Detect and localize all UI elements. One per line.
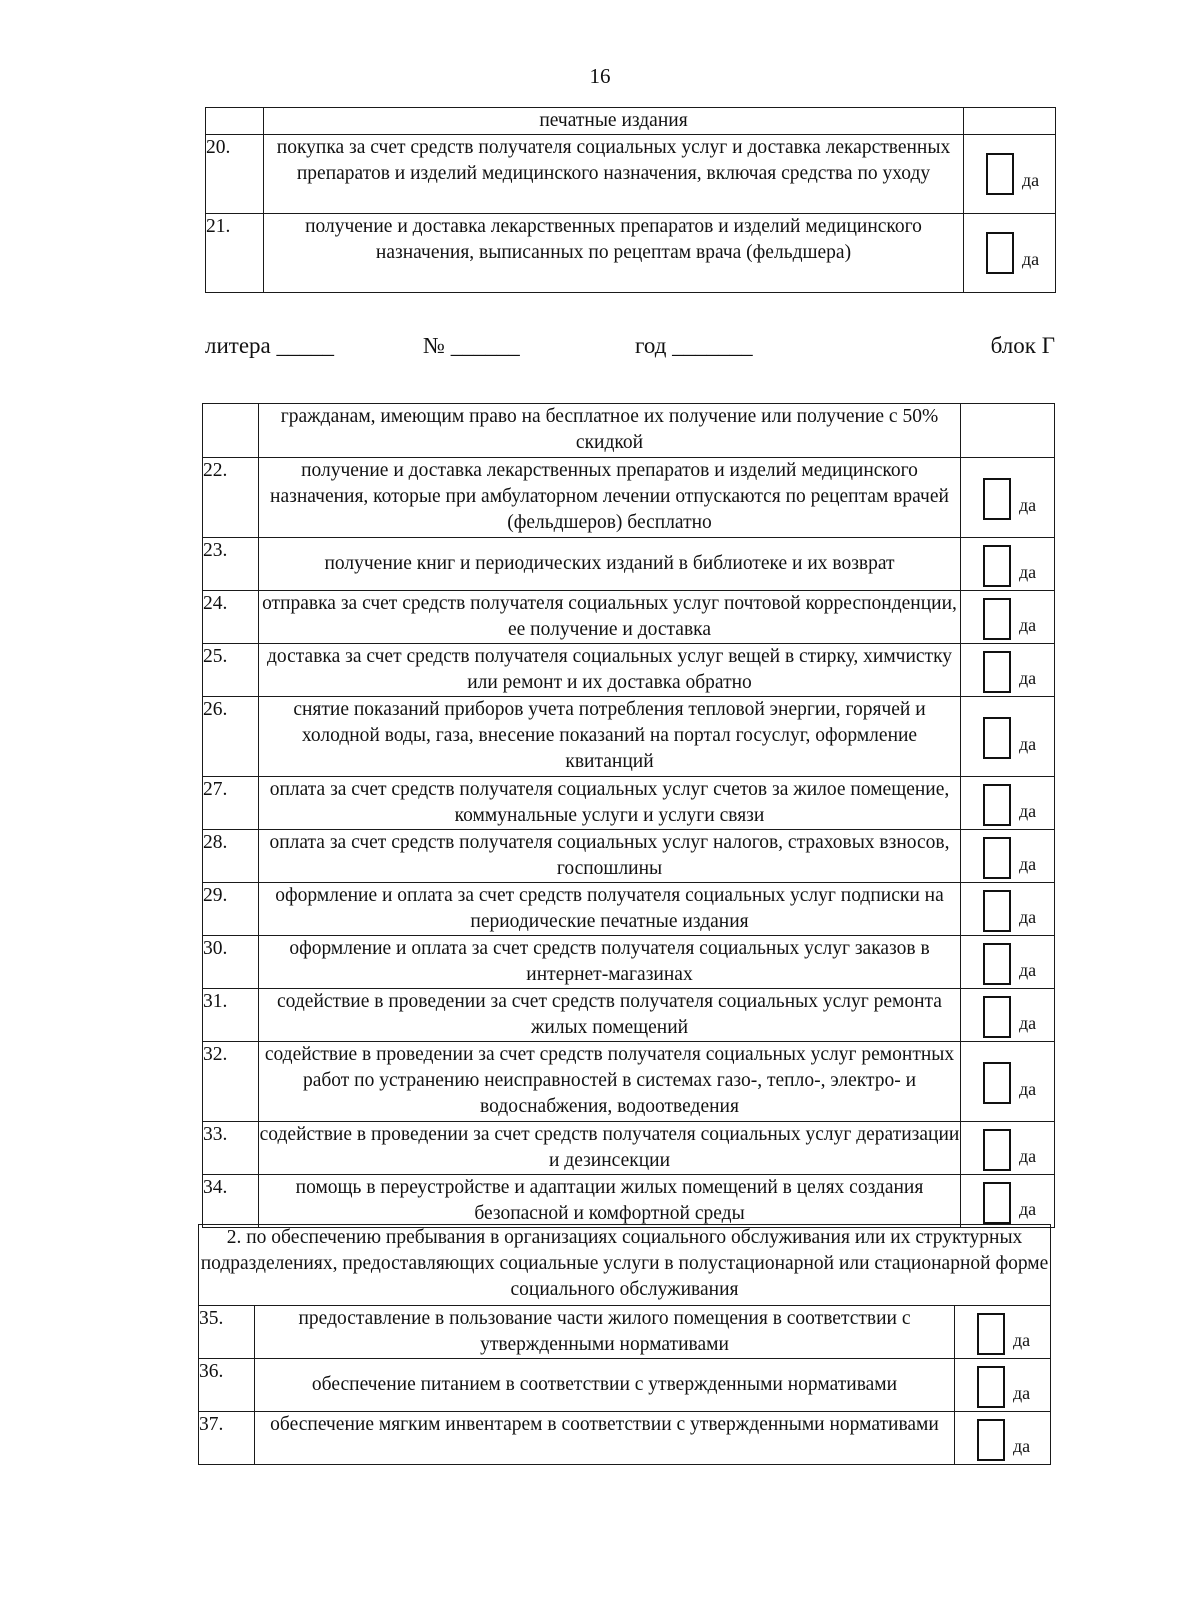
service-text: получение книг и периодических изданий в библиотеке и их возврат [259, 538, 961, 591]
service-text: предоставление в пользование части жилого помещения в соответствии с утвержденными нормативами [255, 1306, 955, 1359]
empty-num-cell [206, 108, 264, 135]
row-number: 35. [199, 1306, 255, 1359]
yes-cell [961, 883, 1055, 936]
yes-cell [961, 1122, 1055, 1175]
empty-check-cell [964, 108, 1056, 135]
yes-cell [961, 538, 1055, 591]
service-text: содействие в проведении за счет средств получателя социальных услуг ремонта жилых помещений [259, 989, 961, 1042]
service-text: оформление и оплата за счет средств получателя социальных услуг заказов в интернет-магазинах [259, 936, 961, 989]
yes-cell [964, 135, 1056, 214]
service-text: обеспечение питанием в соответствии с утвержденными нормативами [255, 1359, 955, 1412]
yes-checkbox[interactable] [983, 1062, 1011, 1104]
yes-label: да [1019, 854, 1037, 874]
yes-checkbox[interactable] [977, 1419, 1005, 1461]
yes-checkbox[interactable] [983, 784, 1011, 826]
yes-cell [955, 1412, 1051, 1465]
service-text: содействие в проведении за счет средств получателя социальных услуг дератизации и дезинсекции [259, 1122, 961, 1175]
yes-cell [961, 1042, 1055, 1122]
service-text: обеспечение мягким инвентарем в соответствии с утвержденными нормативами [255, 1412, 955, 1465]
row-number: 31. [203, 989, 259, 1042]
service-text: отправка за счет средств получателя социальных услуг почтовой корреспонденции, ее получение и доставка [259, 591, 961, 644]
row-number: 30. [203, 936, 259, 989]
yes-checkbox[interactable] [977, 1366, 1005, 1408]
row-number: 33. [203, 1122, 259, 1175]
service-text: помощь в переустройстве и адаптации жилых помещений в целях создания безопасной и комфортной среды [259, 1175, 961, 1228]
row-number: 21. [206, 214, 264, 293]
yes-label: да [1019, 907, 1037, 927]
service-text: покупка за счет средств получателя социальных услуг и доставка лекарственных препаратов и изделий медицинского назначения, включая средства по уходу [264, 135, 964, 214]
yes-cell [961, 697, 1055, 777]
yes-checkbox[interactable] [983, 943, 1011, 985]
yes-cell [961, 936, 1055, 989]
yes-checkbox[interactable] [986, 232, 1014, 274]
row-number: 36. [199, 1359, 255, 1412]
yes-label: да [1022, 249, 1040, 269]
yes-cell [964, 214, 1056, 293]
service-text: содействие в проведении за счет средств получателя социальных услуг ремонтных работ по устранению неисправностей в системах газо-, тепло-, электро- и водоснабжения, водоотведения [259, 1042, 961, 1122]
row-number: 34. [203, 1175, 259, 1228]
empty-num-cell [203, 404, 259, 458]
row-number: 25. [203, 644, 259, 697]
yes-label: да [1022, 170, 1040, 190]
yes-cell [961, 989, 1055, 1042]
yes-label: да [1019, 668, 1037, 688]
row-number: 37. [199, 1412, 255, 1465]
yes-cell [961, 644, 1055, 697]
continuation-text: гражданам, имеющим право на бесплатное их получение или получение с 50% скидкой [259, 404, 961, 458]
row-number: 20. [206, 135, 264, 214]
yes-checkbox[interactable] [983, 545, 1011, 587]
yes-label: да [1019, 1199, 1037, 1219]
service-text: снятие показаний приборов учета потребления тепловой энергии, горячей и холодной воды, газа, внесение показаний на портал госуслуг, оформление квитанций [259, 697, 961, 777]
yes-label: да [1019, 562, 1037, 582]
yes-cell [961, 1175, 1055, 1228]
row-number: 27. [203, 777, 259, 830]
continuation-text: печатные издания [264, 108, 964, 135]
yes-cell [961, 591, 1055, 644]
service-text: получение и доставка лекарственных препаратов и изделий медицинского назначения, выписанных по рецептам врача (фельдшера) [264, 214, 964, 293]
yes-checkbox[interactable] [983, 1182, 1011, 1224]
services-table-main [202, 403, 1055, 1228]
yes-cell [961, 830, 1055, 883]
yes-checkbox[interactable] [983, 651, 1011, 693]
section-heading: 2. по обеспечению пребывания в организациях социального обслуживания или их структурных подразделениях, предоставляющих социальные услуги в полустационарной или стационарной форме социального обслуживания [199, 1225, 1051, 1306]
yes-checkbox[interactable] [977, 1313, 1005, 1355]
yes-label: да [1019, 1013, 1037, 1033]
yes-checkbox[interactable] [983, 478, 1011, 520]
yes-label: да [1019, 1079, 1037, 1099]
block-label: блок Г [990, 333, 1055, 358]
yes-label: да [1013, 1330, 1031, 1350]
page-number: 16 [589, 64, 611, 88]
litera-field: литера _____ [205, 333, 335, 358]
row-number: 28. [203, 830, 259, 883]
yes-checkbox[interactable] [983, 598, 1011, 640]
row-number: 26. [203, 697, 259, 777]
number-field: № ______ [423, 333, 520, 358]
yes-label: да [1013, 1436, 1031, 1456]
row-number: 32. [203, 1042, 259, 1122]
yes-label: да [1013, 1383, 1031, 1403]
service-text: оплата за счет средств получателя социальных услуг счетов за жилое помещение, коммунальные услуги и услуги связи [259, 777, 961, 830]
service-text: оплата за счет средств получателя социальных услуг налогов, страховых взносов, госпошлины [259, 830, 961, 883]
service-text: оформление и оплата за счет средств получателя социальных услуг подписки на периодические печатные издания [259, 883, 961, 936]
service-text: доставка за счет средств получателя социальных услуг вещей в стирку, химчистку или ремонт и их доставка обратно [259, 644, 961, 697]
yes-checkbox[interactable] [983, 717, 1011, 759]
yes-cell [955, 1306, 1051, 1359]
block-header [205, 333, 1055, 367]
yes-label: да [1019, 615, 1037, 635]
services-table-top [205, 107, 1056, 293]
yes-checkbox[interactable] [983, 890, 1011, 932]
services-table-section2 [198, 1224, 1051, 1465]
row-number: 23. [203, 538, 259, 591]
yes-cell [955, 1359, 1051, 1412]
yes-label: да [1019, 734, 1037, 754]
yes-label: да [1019, 801, 1037, 821]
yes-label: да [1019, 1146, 1037, 1166]
yes-checkbox[interactable] [983, 996, 1011, 1038]
yes-label: да [1019, 960, 1037, 980]
yes-checkbox[interactable] [983, 1129, 1011, 1171]
row-number: 24. [203, 591, 259, 644]
yes-checkbox[interactable] [983, 837, 1011, 879]
yes-checkbox[interactable] [986, 153, 1014, 195]
yes-label: да [1019, 495, 1037, 515]
row-number: 22. [203, 458, 259, 538]
empty-check-cell [961, 404, 1055, 458]
yes-cell [961, 777, 1055, 830]
service-text: получение и доставка лекарственных препаратов и изделий медицинского назначения, которые при амбулаторном лечении отпускаются по рецептам врачей (фельдшеров) бесплатно [259, 458, 961, 538]
year-field: год _______ [635, 333, 753, 358]
row-number: 29. [203, 883, 259, 936]
yes-cell [961, 458, 1055, 538]
